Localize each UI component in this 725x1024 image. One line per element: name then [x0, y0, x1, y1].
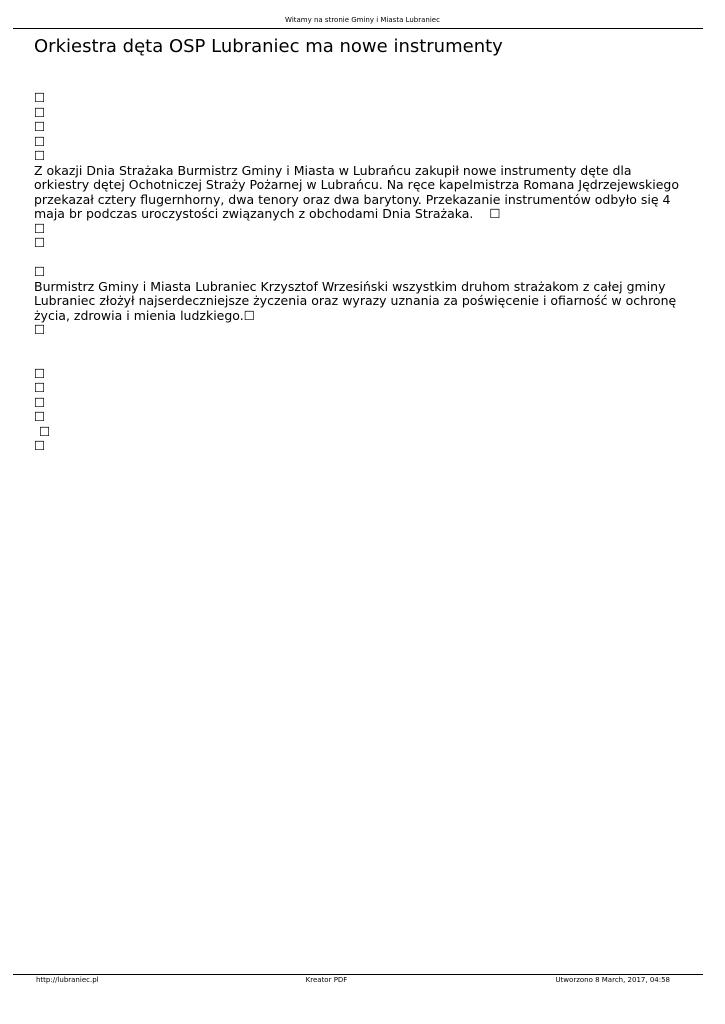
footer-divider — [13, 974, 703, 975]
placeholder-box-icon: ☐ — [34, 133, 46, 149]
article-paragraph-1 — [34, 164, 684, 222]
placeholder-box-icon: ☐ — [34, 264, 46, 279]
placeholder-box-icon: ☐ — [243, 307, 255, 323]
placeholder-box-icon: ☐ — [34, 148, 46, 163]
header-title: Witamy na stronie Gminy i Miasta Lubraniec — [285, 16, 440, 24]
placeholder-box-icon: ☐ — [34, 235, 46, 250]
placeholder-box-icon: ☐ — [34, 380, 46, 395]
article-body — [34, 91, 684, 454]
paragraph-1-text: Z okazji Dnia Strażaka Burmistrz Gminy i Miasta w Lubrańcu zakupił nowe instrumenty dęte dla orkiestry dętej Ochotniczej Straży Pożarnej w Lubrańcu. Na ręce kapelmistrza Romana Jędrzejewskiego przekazał cztery flugernhorny, dwa tenory oraz dwa barytony. Przekazanie instrumentów odbyło się 4 maja br podczas uroczystości związanych z obchodami Dnia Strażaka. — [34, 162, 679, 221]
blank-line — [34, 352, 684, 367]
placeholder-box-icon: ☐ — [34, 438, 46, 453]
placeholder-box-icon: ☐ — [34, 119, 46, 134]
placeholder-box-icon: ☐ — [489, 206, 501, 221]
footer-created-date: Utworzono 8 March, 2017, 04:58 — [555, 976, 670, 984]
placeholder-box-icon: ☐ — [34, 104, 46, 120]
article-title: Orkiestra dęta OSP Lubraniec ma nowe instrumenty — [34, 36, 503, 57]
placeholder-box-icon: ☐ — [34, 90, 46, 105]
paragraph-2-text: Burmistrz Gminy i Miasta Lubraniec Krzysztof Wrzesiński wszystkim druhom strażakom z całej gminy Lubraniec złożył najserdeczniejsze życzenia oraz wyrazy uznania za poświęcenie i ofiarność w ochronę życia, zdrowia i mienia ludzkiego. — [34, 278, 677, 323]
placeholder-box-icon: ☐ — [39, 423, 51, 439]
placeholder-box-icon: ☐ — [34, 365, 46, 381]
placeholder-box-icon: ☐ — [34, 322, 46, 337]
footer-generator: Kreator PDF — [305, 976, 348, 984]
blank-line — [34, 338, 684, 353]
blank-line — [34, 251, 684, 266]
placeholder-box-icon: ☐ — [34, 394, 46, 410]
placeholder-box-icon: ☐ — [34, 220, 46, 236]
header-divider — [13, 28, 703, 29]
placeholder-box-icon: ☐ — [34, 409, 46, 424]
article-paragraph-2 — [34, 280, 684, 324]
footer-url: http://lubraniec.pl — [36, 976, 99, 984]
